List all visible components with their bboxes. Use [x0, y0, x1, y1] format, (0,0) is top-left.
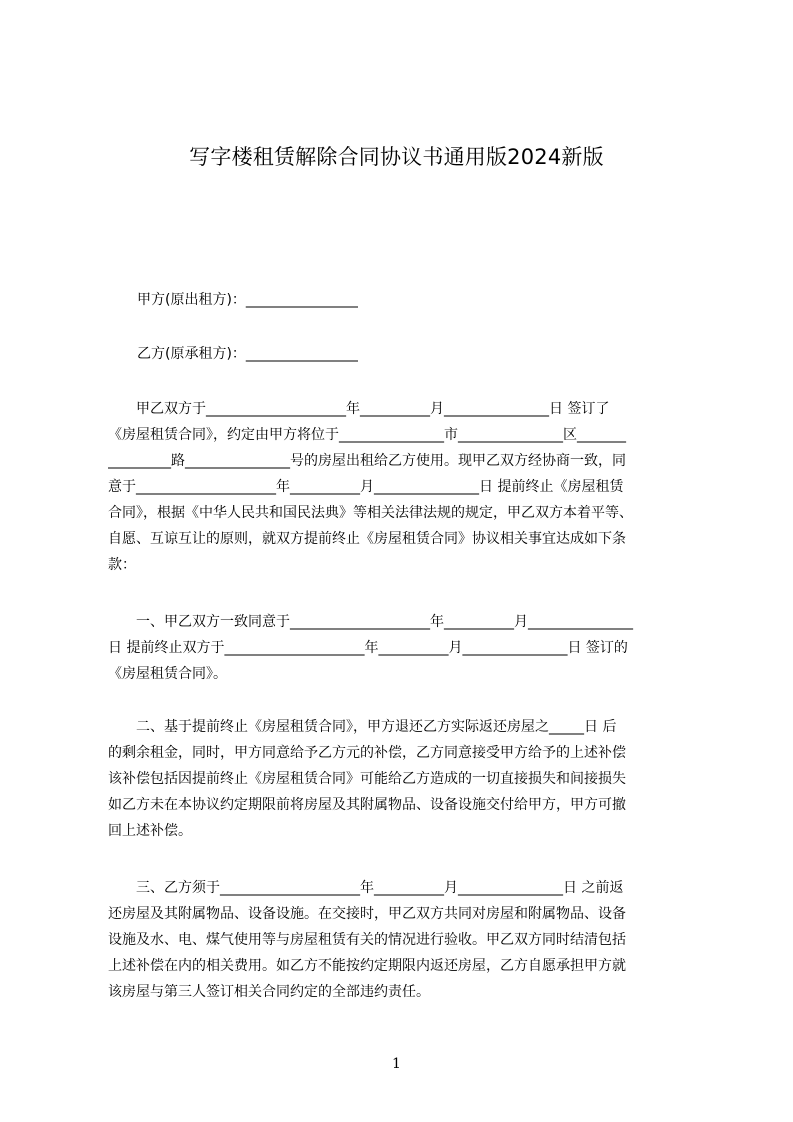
clause-line: 如乙方未在本协议约定期限前将房屋及其附属物品、设备设施交付给甲方，甲方可撤: [108, 797, 626, 813]
paragraph-line: _________路_______________号的房屋出租给乙方使用。现甲乙双方经协商一致，同: [108, 453, 626, 469]
page-number: 1: [392, 1056, 401, 1072]
intro-paragraph: [108, 396, 700, 578]
clause-line: 的剩余租金，同时，甲方同意给予乙方元的补偿，乙方同意接受甲方给予的上述补偿: [108, 745, 626, 761]
paragraph-line: 自愿、互谅互让的原则，就双方提前终止《房屋租赁合同》协议相关事宜达成如下条: [108, 531, 626, 547]
clause-3: [108, 875, 700, 1005]
clause-line: 二、基于提前终止《房屋租赁合同》，甲方退还乙方实际返还房屋之_____日 后: [136, 719, 617, 735]
paragraph-line: 甲乙双方于____________________年__________月_______________日 签订了: [136, 401, 610, 417]
clause-line: 上述补偿在内的相关费用。如乙方不能按约定期限内返还房屋，乙方自愿承担甲方就: [108, 958, 626, 974]
paragraph-line: 款：: [108, 557, 136, 573]
clause-line: 回上述补偿。: [108, 823, 192, 839]
clause-line: 一、甲乙双方一致同意于____________________年__________月_______________: [136, 614, 633, 630]
paragraph-line: 合同》，根据《中华人民共和国民法典》等相关法律法规的规定，甲乙双方本着平等、: [108, 505, 633, 521]
clause-line: 设施及水、电、煤气使用等与房屋租赁有关的情况进行验收。甲乙双方同时结清包括: [108, 932, 626, 948]
paragraph-line: 《房屋租赁合同》，约定由甲方将位于_______________市_______________区_______: [108, 427, 626, 443]
document-title: 写字楼租赁解除合同协议书通用版2024新版: [189, 145, 604, 169]
clause-line: 三、乙方须于____________________年__________月_______________日 之前返: [136, 880, 624, 896]
clause-line: 还房屋及其附属物品、设备设施。在交接时，甲乙双方共同对房屋和附属物品、设备: [108, 906, 626, 922]
party-b-line: 乙方(原承租方)：________________: [137, 346, 358, 362]
clause-line: 该房屋与第三人签订相关合同约定的全部违约责任。: [108, 984, 430, 1000]
clause-line: 日 提前终止双方于____________________年__________月_______________日 签订的: [108, 640, 628, 656]
clause-2: [108, 714, 700, 844]
party-a-line: 甲方(原出租方)：________________: [137, 292, 358, 308]
paragraph-line: 意于____________________年__________月_______________日 提前终止《房屋租赁: [108, 479, 624, 495]
clause-line: 该补偿包括因提前终止《房屋租赁合同》可能给乙方造成的一切直接损失和间接损失: [108, 771, 626, 787]
clause-line: 《房屋租赁合同》。: [108, 666, 227, 682]
clause-1: [108, 609, 700, 687]
